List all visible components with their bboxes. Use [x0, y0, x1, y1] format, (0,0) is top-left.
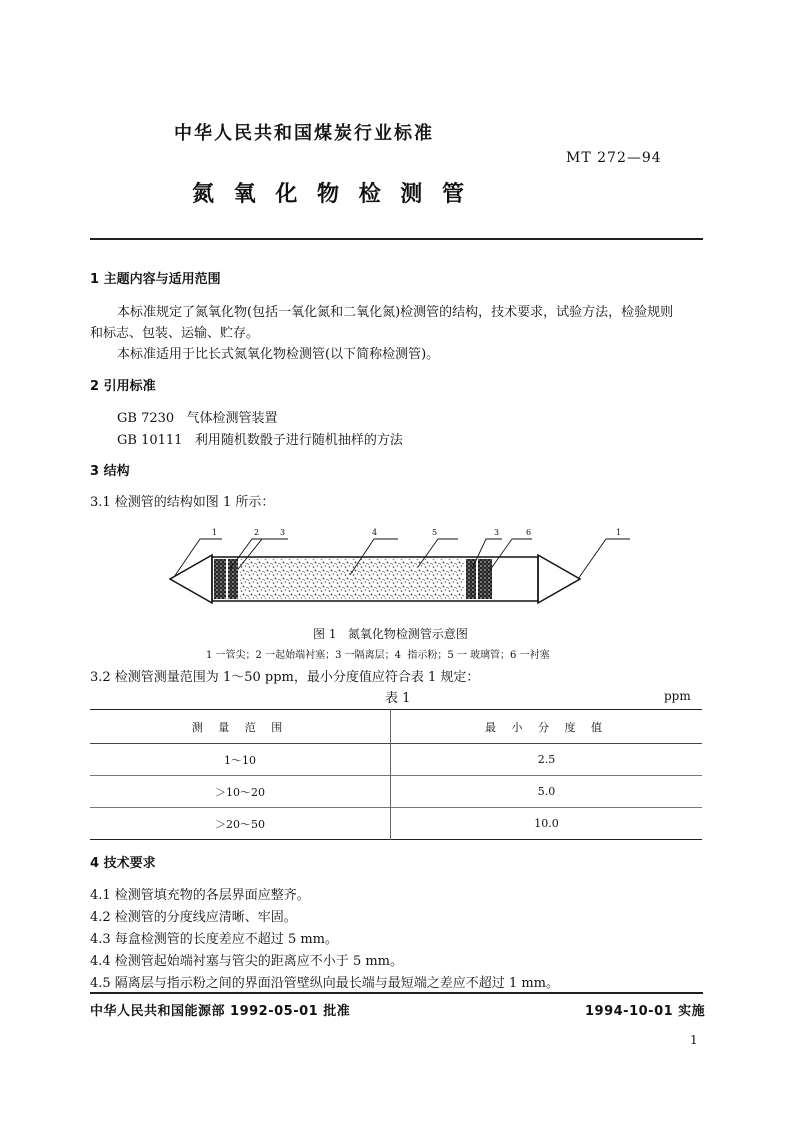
figure-caption: 图 1 氮氧化物检测管示意图: [313, 627, 468, 641]
header-rule: [90, 238, 703, 240]
table-row: [90, 776, 702, 808]
figure-label-5: 5: [432, 528, 438, 537]
page-number: 1: [690, 1033, 698, 1047]
clause-4-3: 4.3 每盒检测管的长度差应不超过 5 mm。: [90, 932, 338, 947]
section-1-paragraph-line-2: 和标志、包装、运输、贮存。: [90, 326, 260, 341]
range-cell: 1～10: [90, 744, 391, 776]
range-cell: ＞20～50: [90, 808, 391, 840]
figure-label-1: 1: [212, 528, 218, 537]
isolation-layer-right: [466, 559, 476, 599]
clause-3-2: 3.2 检测管测量范围为 1～50 ppm，最小分度值应符合表 1 规定：: [90, 670, 480, 685]
table-row: [90, 808, 702, 840]
figure-label-3b: 3: [494, 528, 500, 537]
clause-4-5: 4.5 隔离层与指示粉之间的界面沿管壁纵向最长端与最短端之差应不超过 1 mm。: [90, 976, 559, 991]
graduation-cell: 10.0: [534, 817, 559, 830]
section-1-paragraph-2: 本标准适用于比长式氮氧化物检测管(以下简称检测管)。: [117, 347, 440, 362]
clause-4-4: 4.4 检测管起始端衬塞与管尖的距离应不小于 5 mm。: [90, 954, 403, 969]
standard-number: MT 272—94: [566, 150, 662, 166]
approval-line: 中华人民共和国能源部 1992-05-01 批准: [90, 1004, 351, 1019]
clause-3-1: 3.1 检测管的结构如图 1 所示：: [90, 495, 275, 510]
org-title: 中华人民共和国煤炭行业标准: [174, 123, 434, 144]
table-1-unit: ppm: [664, 689, 691, 703]
section-3-title: 3 结构: [90, 464, 130, 479]
figure-label-4: 4: [372, 528, 378, 537]
end-plug: [478, 559, 492, 599]
header-measurement-range: 测 量 范 围: [90, 710, 391, 744]
table-row: [90, 744, 702, 776]
start-plug: [214, 559, 226, 599]
table-1: [90, 709, 702, 840]
section-4-title: 4 技术要求: [90, 856, 156, 871]
clause-4-2: 4.2 检测管的分度线应清晰、牢固。: [90, 910, 297, 925]
table-header-row: [90, 710, 702, 744]
graduation-cell: 2.5: [537, 753, 556, 766]
tube-tip-left: [170, 555, 212, 603]
graduation-cell: 5.0: [537, 785, 556, 798]
detector-tube-diagram: [160, 525, 640, 625]
tube-tip-right: [538, 555, 580, 603]
range-cell: ＞10～20: [90, 776, 391, 808]
figure-label-1b: 1: [616, 528, 622, 537]
header-min-graduation: 最 小 分 度 值: [485, 720, 608, 734]
footer-rule: [90, 992, 703, 994]
figure-legend: 1 一管尖；2 一起始端衬塞；3 一隔离层；4 指示粉；5 一 玻璃管；6 一衬塞: [206, 650, 550, 661]
implementation-line: 1994-10-01 实施: [585, 1004, 706, 1019]
section-2-title: 2 引用标准: [90, 379, 156, 394]
section-1-paragraph-line-1: 本标准规定了氮氧化物(包括一氧化氮和二氧化氮)检测管的结构，技术要求，试验方法，检验规则: [117, 305, 674, 320]
section-1-title: 1 主题内容与适用范围: [90, 272, 221, 287]
indicator-powder: [240, 559, 464, 599]
reference-gb10111: GB 10111 利用随机数骰子进行随机抽样的方法: [117, 433, 403, 448]
figure-label-6: 6: [526, 528, 532, 537]
table-1-title: 表 1: [385, 691, 411, 706]
reference-gb7230: GB 7230 气体检测管装置: [117, 411, 278, 426]
document-title: 氮 氧 化 物 检 测 管: [192, 182, 470, 207]
clause-4-1: 4.1 检测管填充物的各层界面应整齐。: [90, 888, 310, 903]
figure-label-3: 3: [280, 528, 286, 537]
figure-label-2: 2: [254, 528, 260, 537]
